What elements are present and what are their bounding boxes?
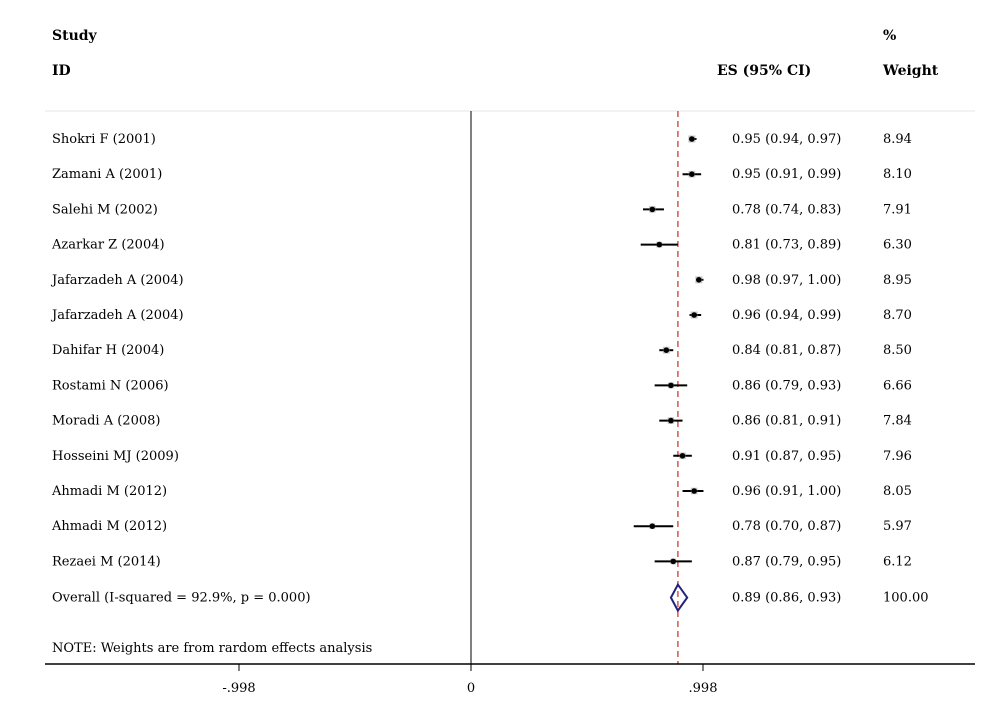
study-row [52,132,912,147]
study-label: Moradi A (2008) [52,413,161,429]
study-label: Jafarzadeh A (2004) [52,308,184,323]
header-es: ES (95% CI) [717,63,812,79]
weight-value: 8.10 [883,167,912,183]
study-label: Rostami N (2006) [52,378,169,394]
study-label: Zamani A (2001) [52,167,163,183]
es-value: 0.86 (0.81, 0.91) [732,413,842,429]
point-estimate [691,488,697,494]
es-value: 0.95 (0.91, 0.99) [732,167,842,183]
study-label: Azarkar Z (2004) [52,237,165,253]
es-value: 0.81 (0.73, 0.89) [732,237,842,253]
point-estimate [696,277,702,283]
point-estimate [670,559,676,565]
study-label: Rezaei M (2014) [52,554,161,570]
overall-row [52,585,929,611]
point-estimate [650,523,656,529]
weight-value: 6.30 [883,237,912,253]
point-estimate [650,207,656,213]
study-row [51,238,912,253]
note-text: NOTE: Weights are from rardom effects analysis [52,641,373,656]
study-label: Ahmadi M (2012) [52,519,168,535]
point-estimate [663,347,669,353]
weight-value: 8.05 [883,484,912,499]
weight-value: 8.94 [883,132,912,147]
study-row [52,554,912,569]
es-value: 0.86 (0.79, 0.93) [732,378,842,394]
study-row [52,414,912,429]
study-label: Jafarzadeh A (2004) [52,272,184,288]
point-estimate [668,418,674,424]
weight-value: 8.50 [883,343,912,359]
es-value: 0.87 (0.79, 0.95) [732,554,842,570]
study-row [52,343,912,358]
study-row [51,519,912,534]
header-study: Study [52,28,97,44]
weight-value: 5.97 [883,519,912,535]
study-row [52,378,912,393]
es-value: 0.78 (0.74, 0.83) [732,202,842,218]
study-row [50,308,912,323]
study-rows [50,132,912,569]
x-tick-label: .998 [688,681,718,696]
point-estimate [668,383,674,389]
weight-value: 6.66 [883,378,912,394]
study-row [52,167,912,182]
point-estimate [656,242,662,248]
point-estimate [691,312,697,318]
weight-value: 7.96 [883,448,912,464]
weight-value: 7.91 [883,202,912,218]
study-row [52,449,912,464]
point-estimate [680,453,686,459]
x-tick-label: 0 [466,681,476,696]
weight-value: 8.70 [883,308,912,323]
es-value: 0.84 (0.81, 0.87) [732,343,842,359]
x-axis-ticks [222,664,717,696]
overall-diamond [671,585,687,611]
header-weight-pct: % [883,28,897,44]
overall-es-value: 0.89 (0.86, 0.93) [732,590,842,606]
weight-value: 8.95 [883,272,912,288]
overall-label: Overall (I-squared = 92.9%, p = 0.000) [52,590,311,606]
header-id: ID [52,63,71,79]
study-label: Ahmadi M (2012) [52,484,168,499]
study-label: Hosseini MJ (2009) [52,448,179,464]
es-value: 0.98 (0.97, 1.00) [732,272,842,288]
x-tick-label: -.998 [222,681,256,696]
overall-weight-value: 100.00 [883,590,929,606]
study-label: Shokri F (2001) [52,132,156,147]
point-estimate [689,136,695,142]
study-row [52,202,912,217]
study-label: Salehi M (2002) [52,202,158,218]
study-row [51,484,912,499]
study-row [50,273,912,288]
header-weight: Weight [883,63,939,79]
es-value: 0.78 (0.70, 0.87) [732,519,842,535]
es-value: 0.96 (0.94, 0.99) [732,308,842,323]
es-value: 0.91 (0.87, 0.95) [732,448,842,464]
point-estimate [689,171,695,177]
es-value: 0.95 (0.94, 0.97) [732,132,842,147]
es-value: 0.96 (0.91, 1.00) [732,484,842,499]
study-label: Dahifar H (2004) [52,343,165,359]
weight-value: 6.12 [883,554,912,570]
weight-value: 7.84 [883,413,912,429]
